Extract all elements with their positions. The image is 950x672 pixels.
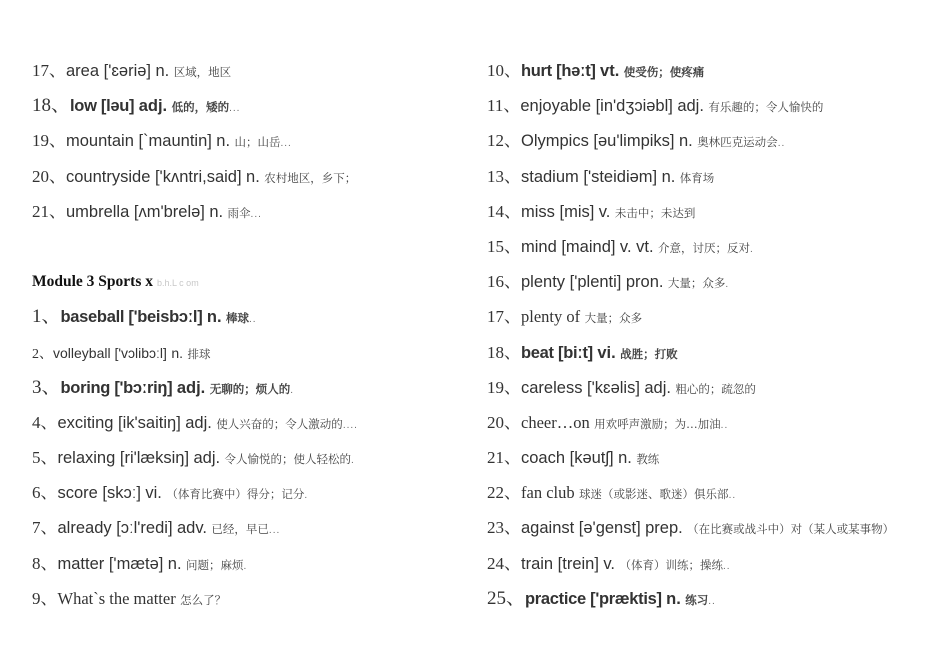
entry-definition: 粗心的；疏忽的: [675, 381, 756, 396]
entry-definition: 球迷（或影迷、歌迷）俱乐部: [579, 487, 729, 502]
entry-number: 22、: [487, 483, 521, 503]
entry-number: 18、: [487, 342, 521, 362]
entry-definition: 体育场: [679, 170, 715, 185]
entry-word: baseball ['beisbɔːl]: [60, 308, 203, 327]
entry-word: volleyball ['vɔlibɔːl]: [53, 344, 167, 361]
entry-trailing-marks: ...: [250, 208, 262, 220]
vocab-entry: [487, 412, 947, 447]
entry-definition: 奥林匹克运动会: [697, 135, 778, 150]
entry-word: plenty ['plenti]: [521, 273, 622, 292]
vocab-entry: [487, 517, 947, 552]
entry-word: score [skɔː]: [57, 484, 141, 503]
entry-definition: 低的，矮的: [171, 100, 230, 115]
entry-part-of-speech: adj.: [644, 378, 671, 397]
entry-definition: 令人愉悦的；使人轻松的: [224, 452, 352, 467]
entry-definition: （体育比赛中）得分；记分: [166, 487, 305, 502]
vocab-entry: [32, 482, 462, 517]
entry-number: 13、: [487, 166, 521, 186]
vocab-entry: [487, 447, 947, 482]
entry-part-of-speech: adj.: [185, 413, 212, 432]
entry-part-of-speech: adj.: [193, 449, 221, 468]
entry-word: fan club: [521, 483, 575, 503]
vocab-entry: [32, 377, 462, 412]
section-spacer: [32, 236, 462, 271]
entry-definition: 区域，地区: [173, 65, 232, 79]
entry-part-of-speech: n.: [167, 554, 182, 573]
vocab-entry: [487, 60, 947, 95]
entry-word: enjoyable [in'dʒɔiəbl]: [520, 97, 673, 116]
entry-part-of-speech: n.: [216, 132, 231, 151]
entry-trailing-marks: ..: [708, 595, 716, 607]
entry-definition: 雨伞: [227, 205, 251, 220]
entry-definition: 大量；众多: [667, 276, 726, 291]
entry-definition: （体育）训练；操练: [619, 557, 723, 572]
entry-part-of-speech: prep.: [645, 519, 683, 538]
entry-number: 19、: [487, 377, 521, 397]
vocab-entry: [487, 342, 947, 377]
vocab-entry: [32, 201, 462, 236]
entry-word: Olympics [əu'limpiks]: [521, 132, 675, 151]
entry-number: 20、: [32, 166, 66, 186]
entry-number: 25、: [487, 587, 526, 609]
entry-definition: 练习: [685, 592, 709, 607]
vocab-entry: [487, 271, 947, 306]
entry-number: 3、: [32, 376, 61, 398]
entry-part-of-speech: n.: [155, 62, 170, 80]
left-column: [32, 60, 462, 623]
entry-trailing-marks: ..: [777, 138, 786, 150]
entry-part-of-speech: v. vt.: [619, 237, 654, 256]
vocab-entry: [487, 553, 947, 588]
entry-trailing-marks: ..: [728, 490, 737, 502]
entry-definition: （在比赛或战斗中）对（某人或某事物）: [687, 522, 895, 537]
entry-trailing-marks: ....: [342, 419, 358, 431]
entry-part-of-speech: n.: [666, 589, 681, 608]
entry-word: What`s the matter: [57, 588, 176, 608]
vocab-entry: [32, 588, 462, 623]
entry-part-of-speech: n.: [661, 167, 676, 186]
entry-definition: 农村地区，乡下；: [264, 170, 357, 185]
entry-part-of-speech: vi.: [597, 343, 616, 362]
entry-number: 10、: [487, 61, 521, 80]
entry-word: low [ləu]: [70, 97, 135, 116]
entry-trailing-marks: .: [290, 384, 294, 396]
vocab-entry: [487, 306, 947, 341]
entry-word: plenty of: [521, 307, 581, 327]
entry-word: relaxing [ri'læksiŋ]: [57, 449, 190, 468]
entry-number: 6、: [32, 483, 58, 503]
entry-number: 21、: [32, 201, 66, 221]
entry-number: 8、: [32, 553, 58, 573]
entry-word: already [ɔːl'redi]: [57, 519, 173, 538]
entry-trailing-marks: .: [243, 560, 248, 572]
entry-number: 23、: [487, 518, 521, 538]
vocab-entry: [487, 130, 947, 165]
entry-definition: 无聊的；烦人的: [209, 381, 291, 396]
entry-word: area ['ɛəriə]: [66, 62, 152, 80]
entry-part-of-speech: adj.: [677, 97, 704, 116]
entry-word: stadium ['steidiəm]: [521, 167, 658, 186]
entry-number: 24、: [487, 553, 521, 573]
entry-number: 1、: [32, 306, 61, 328]
entry-definition: 排球: [187, 346, 211, 361]
vocab-entry: [32, 447, 462, 482]
entry-definition: 已经，早已: [211, 522, 269, 537]
entry-number: 16、: [487, 272, 521, 292]
entry-word: mind [maind]: [521, 237, 616, 256]
entry-number: 17、: [32, 61, 66, 80]
entry-number: 19、: [32, 131, 66, 151]
vocab-entry: [487, 201, 947, 236]
entry-definition: 未击中；未达到: [614, 205, 696, 220]
entry-trailing-marks: ...: [268, 525, 281, 537]
vocab-entry: [32, 95, 462, 130]
entry-word: boring ['bɔːriŋ]: [60, 378, 173, 397]
entry-word: practice ['præktis]: [525, 589, 662, 608]
entry-trailing-marks: ...: [280, 138, 292, 150]
entry-number: 4、: [32, 412, 58, 432]
vocab-entry: [32, 553, 462, 588]
vocab-entry: [487, 588, 947, 623]
entry-word: miss [mis]: [521, 202, 595, 221]
right-column: [487, 60, 947, 623]
entry-definition: 怎么了？: [180, 592, 227, 607]
entry-definition: 用欢呼声激励；为…加油: [594, 416, 721, 431]
entry-trailing-marks: ..: [722, 560, 731, 572]
entry-definition: 问题；麻烦: [186, 557, 244, 572]
vocab-entry: [32, 342, 462, 377]
entry-word: exciting [ik'saitiŋ]: [57, 413, 181, 432]
entry-number: 2、: [32, 346, 53, 362]
vocab-entry: [32, 130, 462, 165]
entry-trailing-marks: .: [750, 243, 754, 255]
entry-word: mountain [`mauntin]: [66, 132, 212, 151]
entry-part-of-speech: n.: [206, 308, 222, 327]
module-heading: Module 3 Sports x: [32, 273, 153, 291]
entry-definition: 使受伤；使疼痛: [623, 65, 705, 79]
vocab-entry: [32, 60, 462, 95]
vocab-entry: [32, 306, 462, 341]
vocab-entry: [487, 236, 947, 271]
entry-number: 14、: [487, 201, 521, 221]
entry-part-of-speech: n.: [678, 132, 693, 151]
vocab-entry: [32, 517, 462, 552]
entry-part-of-speech: vi.: [145, 484, 162, 503]
vocab-entry: [487, 166, 947, 201]
entry-part-of-speech: n.: [618, 449, 632, 468]
entry-part-of-speech: n.: [171, 344, 184, 361]
entry-part-of-speech: n.: [209, 202, 224, 221]
entry-definition: 山；山岳: [234, 135, 281, 150]
entry-definition: 教练: [636, 452, 660, 467]
entry-word: matter ['mætə]: [57, 554, 164, 573]
entry-trailing-marks: .: [351, 455, 355, 467]
vocab-entry: [487, 377, 947, 412]
entry-definition: 介意，讨厌；反对: [658, 240, 750, 255]
entry-word: careless ['kɛəlis]: [521, 378, 640, 397]
entry-part-of-speech: adj.: [176, 378, 206, 397]
entry-number: 9、: [32, 588, 58, 608]
entry-number: 15、: [487, 236, 521, 256]
watermark-text: b.h.L c om: [157, 278, 199, 289]
vocab-entry: [32, 412, 462, 447]
entry-number: 18、: [32, 95, 71, 117]
entry-part-of-speech: v.: [598, 202, 611, 221]
entry-word: countryside ['kʌntri,said]: [66, 167, 242, 186]
entry-trailing-marks: .: [725, 279, 730, 291]
entry-word: beat [biːt]: [521, 343, 593, 362]
entry-number: 12、: [487, 131, 521, 151]
entry-word: hurt [həːt]: [521, 62, 596, 80]
entry-number: 11、: [487, 96, 521, 116]
entry-definition: 战胜；打败: [620, 346, 678, 361]
entry-number: 21、: [487, 448, 521, 468]
entry-trailing-marks: ..: [720, 419, 729, 431]
entry-trailing-marks: .: [304, 490, 309, 502]
entry-definition: 棒球: [225, 311, 249, 326]
entry-trailing-marks: ..: [248, 314, 257, 326]
entry-trailing-marks: ...: [229, 103, 241, 115]
vocab-entry: [487, 95, 947, 130]
entry-number: 20、: [487, 412, 521, 432]
entry-number: 17、: [487, 307, 521, 327]
vocab-entry: [32, 166, 462, 201]
entry-number: 7、: [32, 518, 58, 538]
vocab-entry: [487, 482, 947, 517]
entry-definition: 有乐趣的；令人愉快的: [708, 100, 824, 115]
entry-part-of-speech: v.: [603, 554, 616, 573]
entry-definition: 大量；众多: [584, 311, 643, 326]
entry-word: coach [kəutʃ]: [521, 449, 614, 468]
entry-word: umbrella [ʌm'brelə]: [66, 202, 205, 221]
entry-part-of-speech: adj.: [138, 97, 168, 116]
module-heading-row: [32, 271, 462, 306]
entry-word: train [trein]: [521, 554, 599, 573]
entry-part-of-speech: adv.: [177, 519, 207, 538]
entry-number: 5、: [32, 448, 58, 468]
entry-word: cheer…on: [521, 412, 590, 432]
entry-part-of-speech: vt.: [600, 62, 620, 80]
entry-definition: 使人兴奋的；令人激动的: [216, 416, 343, 431]
entry-part-of-speech: n.: [246, 167, 260, 186]
entry-word: against [ə'genst]: [521, 519, 641, 538]
entry-part-of-speech: pron.: [625, 273, 664, 292]
